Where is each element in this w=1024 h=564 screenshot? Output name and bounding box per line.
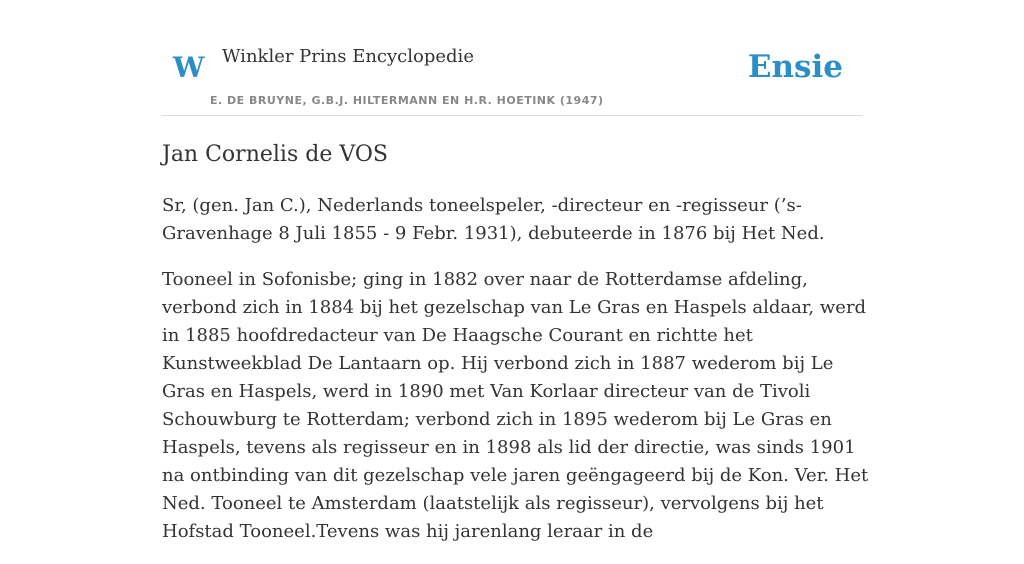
article-paragraph: Tooneel in Sofonisbe; ging in 1882 over naar de Rotterdamse afdeling, verbond zich in 1884 bij het gezelschap van Le Gras en Haspels aldaar, werd in 1885 hoofdredacteur van De Haagsche Courant en richtte het Kunstweekblad De Lantaarn op. Hij verbond zich in 1887 wederom bij Le Gras en Haspels, werd in 1890 met Van Korlaar directeur van de Tivoli Schouwburg te Rotterdam; verbond zich in 1895 wederom bij Le Gras en Haspels, tevens als regisseur en in 1898 als lid der directie, was sinds 1901 na ontbinding van dit gezelschap vele jaren geëngageerd bij de Kon. Ver. Het Ned. Tooneel te Amsterdam (laatstelijk als regisseur), vervolgens bij het Hofstad Tooneel.Tevens was hij jarenlang leraar in de [162, 269, 869, 542]
encyclopedia-authors: E. DE BRUYNE, G.B.J. HILTERMANN EN H.R. HOETINK (1947) [210, 94, 604, 107]
article-content [162, 140, 874, 564]
ensie-logo[interactable]: Ensie [747, 49, 843, 85]
encyclopedia-title[interactable]: Winkler Prins Encyclopedie [222, 46, 474, 67]
site-header [162, 40, 862, 116]
article-paragraph: Sr, (gen. Jan C.), Nederlands toneelspeler, -directeur en -regisseur (’s-Gravenhage 8 Juli 1855 - 9 Febr. 1931), debuteerde in 1876 bij Het Ned. [162, 195, 825, 244]
article-title: Jan Cornelis de VOS [162, 142, 388, 167]
winkler-prins-logo[interactable]: W [173, 51, 205, 84]
